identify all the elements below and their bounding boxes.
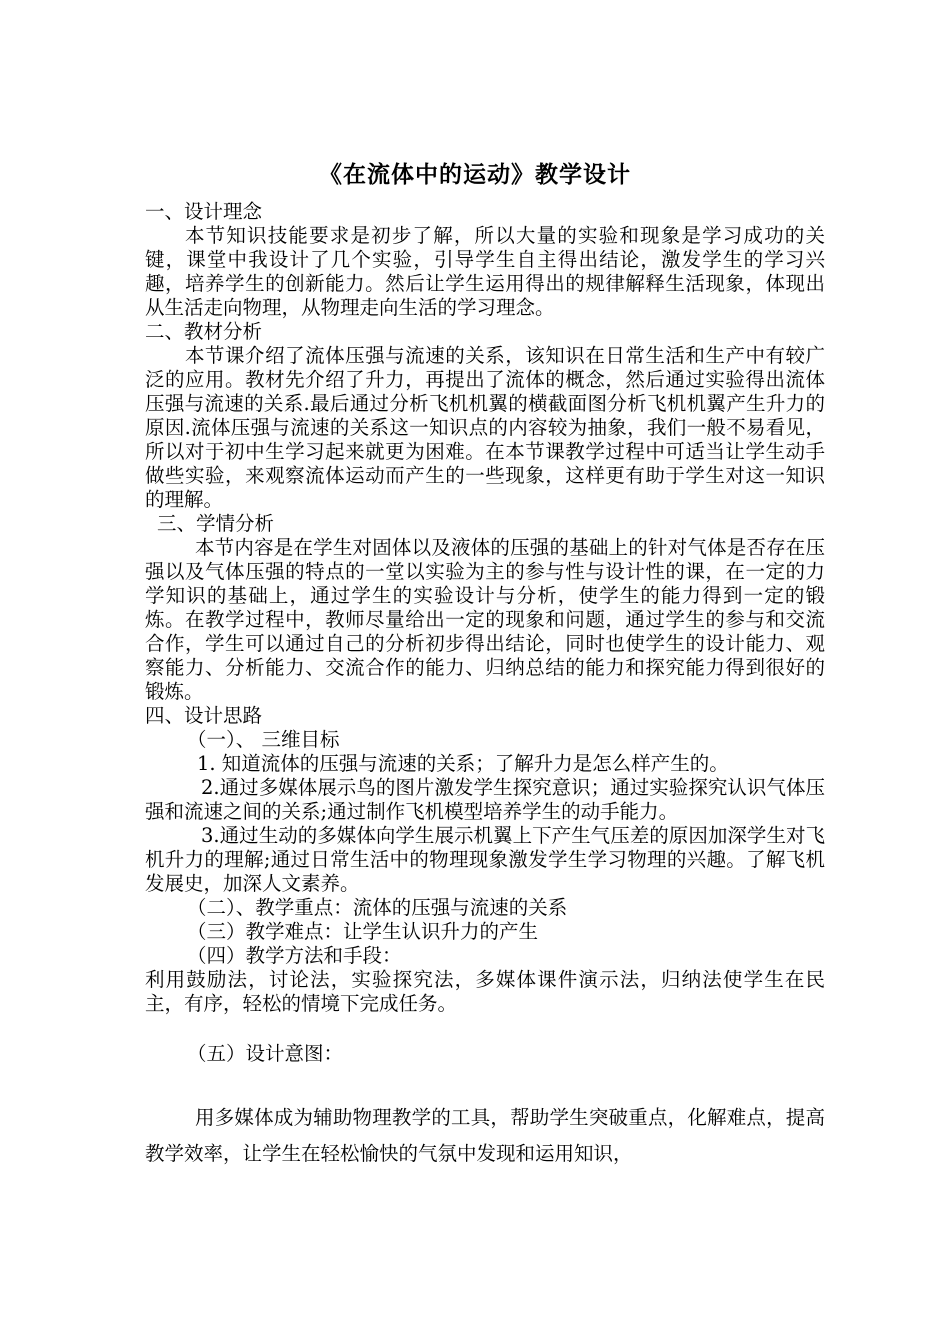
paragraph-student-analysis: 本节内容是在学生对固体以及液体的压强的基础上的针对气体是否存在压强以及气体压强的特点的一堂以实验为主的参与性与设计性的课，在一定的力学知识的基础上，通过学生的实验设计与分析，使学生的能力得到一定的锻炼。在教学过程中，教师尽量给出一定的现象和问题，通过学生的参与和交流合作，学生可以通过自己的分析初步得出结论，同时也使学生的设计能力、观察能力、分析能力、交流合作的能力、归纳总结的能力和探究能力得到很好的锻炼。 — [145, 536, 825, 703]
section-heading-design-concept: 一、设计理念 — [145, 200, 263, 223]
goal-item-3: 3.通过生动的多媒体向学生展示机翼上下产生气压差的原因加深学生对飞机升力的理解;通过日常生活中的物理现象激发学生学习物理的兴趣。了解飞机发展史，加深人文素养。 — [145, 824, 825, 895]
document-body — [145, 200, 825, 1172]
subheading-three-dimensional-goals: （一）、 三维目标 — [187, 728, 340, 751]
subheading-teaching-difficulty: （三）教学难点：让学生认识升力的产生 — [187, 920, 539, 943]
subheading-teaching-methods: （四）教学方法和手段： — [187, 944, 402, 967]
goal-item-2: 2.通过多媒体展示鸟的图片激发学生探究意识；通过实验探究认识气体压强和流速之间的关系;通过制作飞机模型培养学生的动手能力。 — [145, 776, 825, 823]
subheading-teaching-focus: （二）、教学重点：流体的压强与流速的关系 — [187, 896, 568, 919]
paragraph-design-intent: 用多媒体成为辅助物理教学的工具，帮助学生突破重点，化解难点，提高教学效率，让学生在轻松愉快的气氛中发现和运用知识， — [145, 1106, 825, 1165]
section-heading-student-analysis: 三、学情分析 — [157, 512, 275, 535]
paragraph-design-concept: 本节知识技能要求是初步了解，所以大量的实验和现象是学习成功的关键，课堂中我设计了几个实验，引导学生自主得出结论，激发学生的学习兴趣，培养学生的创新能力。然后让学生运用得出的规律解释生活现象，体现出从生活走向物理，从物理走向生活的学习理念。 — [145, 224, 825, 319]
section-heading-design-ideas: 四、设计思路 — [145, 704, 263, 727]
paragraph-textbook-analysis: 本节课介绍了流体压强与流速的关系，该知识在日常生活和生产中有较广泛的应用。教材先介绍了升力，再提出了流体的概念，然后通过实验得出流体压强与流速的关系.最后通过分析飞机机翼的横截面图分析飞机机翼产生升力的原因.流体压强与流速的关系这一知识点的内容较为抽象，我们一般不易看见，所以对于初中生学习起来就更为困难。在本节课教学过程中可适当让学生动手做些实验，来观察流体运动而产生的一些现象，这样更有助于学生对这一知识的理解。 — [145, 344, 825, 511]
subheading-design-intent: （五）设计意图： — [187, 1042, 344, 1065]
goal-item-1: 1. 知道流体的压强与流速的关系；了解升力是怎么样产生的。 — [197, 752, 729, 775]
document-title: 《在流体中的运动》教学设计 — [319, 162, 631, 188]
paragraph-teaching-methods: 利用鼓励法，讨论法，实验探究法，多媒体课件演示法，归纳法使学生在民主，有序，轻松的情境下完成任务。 — [145, 968, 825, 1015]
section-heading-textbook-analysis: 二、教材分析 — [145, 320, 263, 343]
